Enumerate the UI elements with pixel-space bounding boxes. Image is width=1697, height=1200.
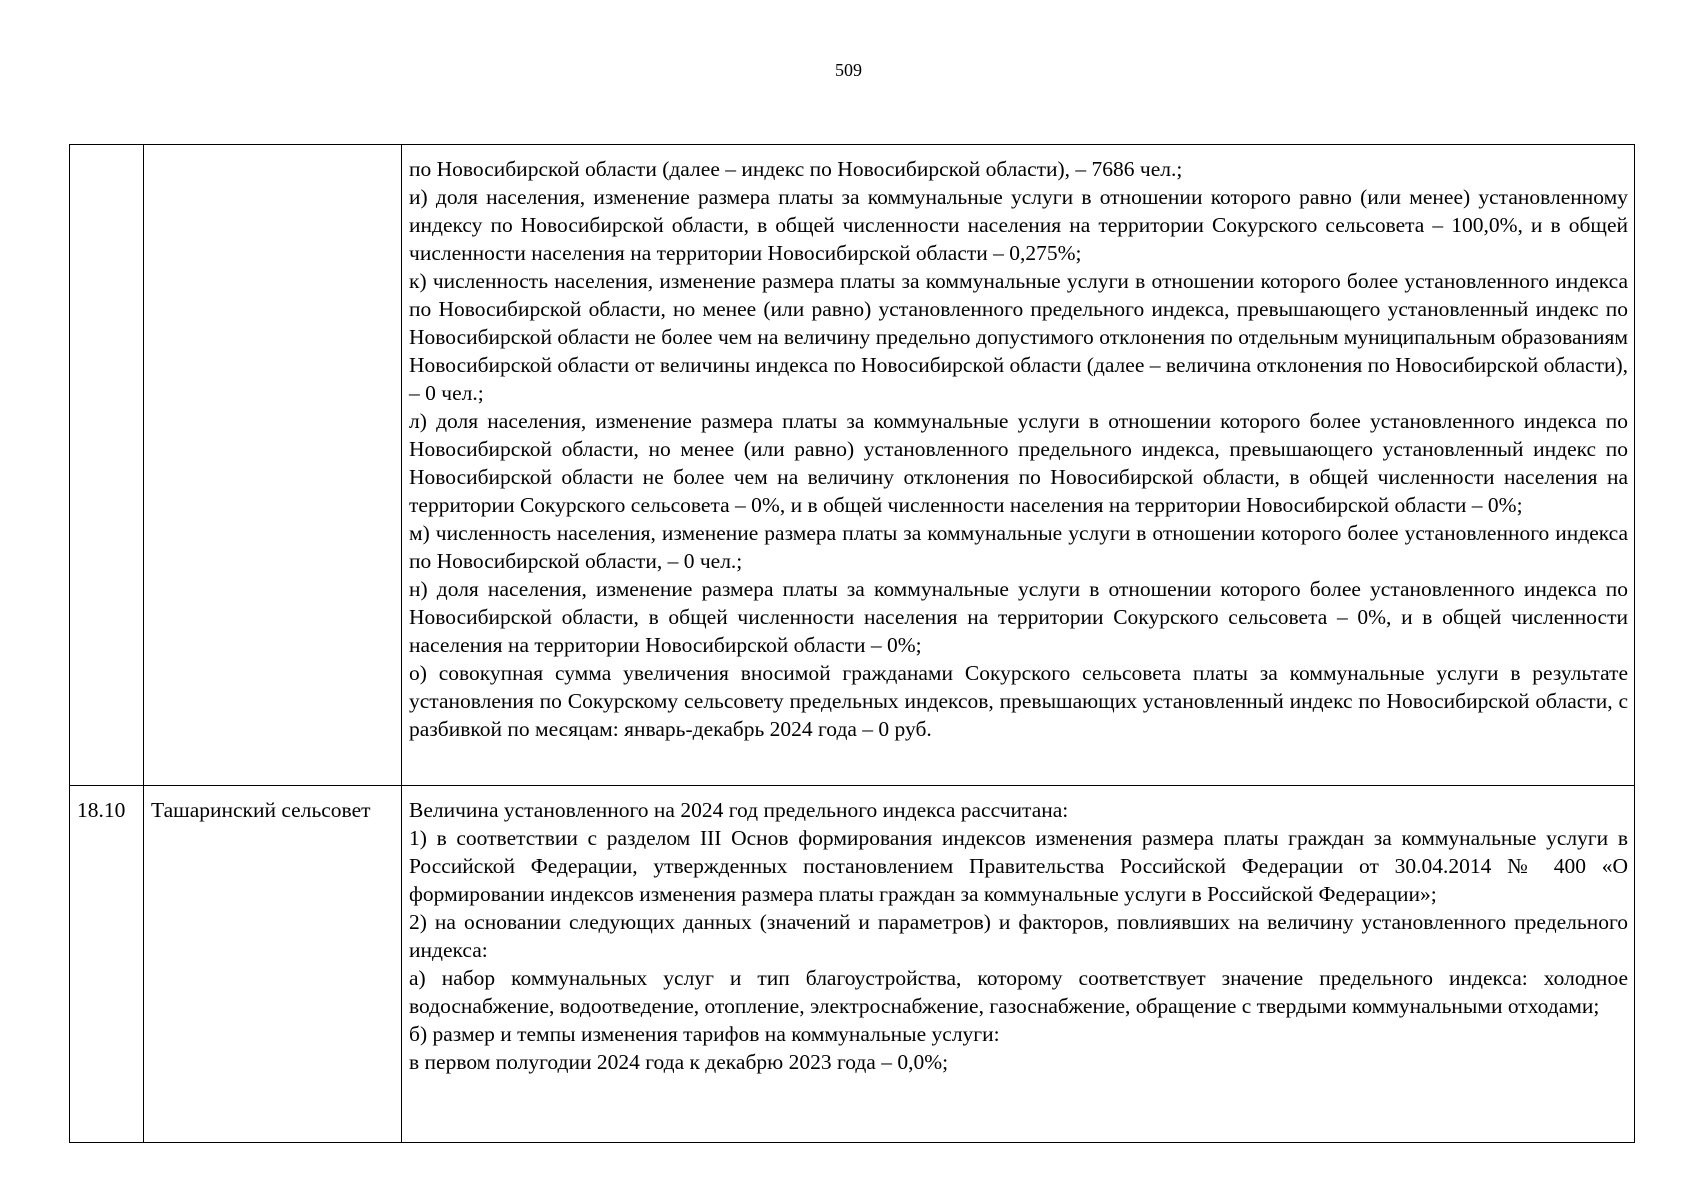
row-number-cell: 18.10	[70, 786, 144, 1143]
paragraph: к) численность населения, изменение размера платы за коммунальные услуги в отношении которого более установленного индекса по Новосибирской области, но менее (или равно) установленного предельного индекса, превышающего установленный индекс по Новосибирской области не более чем на величину предельно допустимого отклонения по отдельным муниципальным образованиям Новосибирской области от величины индекса по Новосибирской области (далее – величина отклонения по Новосибирской области), – 0 чел.;	[409, 269, 1628, 405]
paragraph: м) численность населения, изменение размера платы за коммунальные услуги в отношении которого более установленного индекса по Новосибирской области, – 0 чел.;	[409, 521, 1628, 573]
paragraph: и) доля населения, изменение размера платы за коммунальные услуги в отношении которого равно (или менее) установленному индексу по Новосибирской области, в общей численности населения на территории Сокурского сельсовета – 100,0%, и в общей численности населения на территории Новосибирской области – 0,275%;	[409, 185, 1628, 265]
row-number-cell	[70, 145, 144, 786]
document-table	[69, 144, 1635, 1143]
paragraph: л) доля населения, изменение размера платы за коммунальные услуги в отношении которого более установленного индекса по Новосибирской области, но менее (или равно) установленного предельного индекса, превышающего установленный индекс по Новосибирской области не более чем на величину отклонения по Новосибирской области, в общей численности населения на территории Сокурского сельсовета – 0%, и в общей численности населения на территории Новосибирской области – 0%;	[409, 409, 1628, 517]
paragraph: а) набор коммунальных услуг и тип благоустройства, которому соответствует значение предельного индекса: холодное водоснабжение, водоотведение, отопление, электроснабжение, газоснабжение, обращение с твердыми коммунальными отходами;	[409, 966, 1628, 1018]
description-cell	[402, 145, 1635, 786]
paragraph: 2) на основании следующих данных (значений и параметров) и факторов, повлиявших на величину установленного предельного индекса:	[409, 910, 1628, 962]
paragraph: в первом полугодии 2024 года к декабрю 2023 года – 0,0%;	[409, 1050, 949, 1074]
page-number: 509	[835, 60, 862, 80]
paragraph: по Новосибирской области (далее – индекс по Новосибирской области), – 7686 чел.;	[409, 157, 1183, 181]
paragraph: 1) в соответствии с разделом III Основ формирования индексов изменения размера платы граждан за коммунальные услуги в Российской Федерации, утвержденных постановлением Правительства Российской Федерации от 30.04.2014 № 400 «О формировании индексов изменения размера платы граждан за коммунальные услуги в Российской Федерации»;	[409, 826, 1628, 906]
paragraph: о) совокупная сумма увеличения вносимой гражданами Сокурского сельсовета платы за коммунальные услуги в результате установления по Сокурскому сельсовету предельных индексов, превышающих установленный индекс по Новосибирской области, с разбивкой по месяцам: январь-декабрь 2024 года – 0 руб.	[409, 661, 1628, 741]
paragraph: б) размер и темпы изменения тарифов на коммунальные услуги:	[409, 1022, 1000, 1046]
municipality-name-cell: Ташаринский сельсовет	[144, 786, 402, 1143]
municipality-name-cell	[144, 145, 402, 786]
table-row	[70, 786, 1635, 1143]
paragraph: н) доля населения, изменение размера платы за коммунальные услуги в отношении которого более установленного индекса по Новосибирской области, в общей численности населения на территории Сокурского сельсовета – 0%, и в общей численности населения на территории Новосибирской области – 0%;	[409, 577, 1628, 657]
paragraph: Величина установленного на 2024 год предельного индекса рассчитана:	[409, 798, 1069, 822]
table-row	[70, 145, 1635, 786]
description-cell	[402, 786, 1635, 1143]
